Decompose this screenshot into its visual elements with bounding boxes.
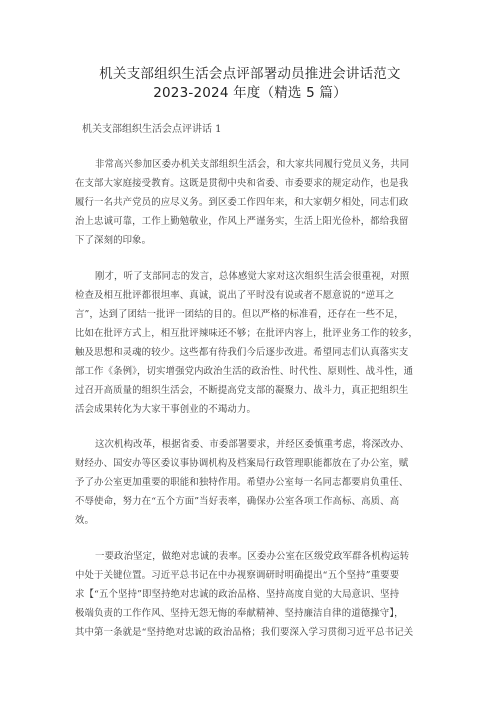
document-title-line-1: 机关支部组织生活会点评部署动员推进会讲话范文	[99, 66, 401, 82]
document-title-line-2: 2023-2024 年度（精选 5 篇）	[153, 85, 347, 101]
paragraph-line: 非常高兴参加区委办机关支部组织生活会，和大家共同履行党员义务，共同	[95, 159, 410, 170]
paragraph-line: 财经办、国安办等区委议事协调机构及档案局行政管理职能都放在了办公室，赋	[75, 458, 409, 469]
paragraph-line: 不辱使命，努力在“五个方面”当好表率，确保办公室各项工作高标、高质、高	[75, 496, 400, 507]
paragraph-line: 效。	[75, 515, 95, 526]
paragraph-line: 极端负责的工作作风、坚持无怨无悔的奉献精神、坚持廉洁自律的道德操守】，	[75, 608, 404, 619]
paragraph-line: 治上忠诚可靠，工作上勤勉敬业，作风上严谨务实，生活上阳光俭朴，都给我留	[75, 216, 409, 227]
paragraph-line: 予了办公室更加重要的职能和独特作用。希望办公室每一名同志都要肩负重任、	[75, 477, 409, 488]
paragraph-line: 其中第一条就是“坚持绝对忠诚的政治品格；我们要深入学习贯彻习近平总书记关	[75, 627, 414, 638]
paragraph-line: 履行一名共产党员的应尽义务。到区委工作四年来，和大家朝夕相处，同志们政	[75, 197, 409, 208]
paragraph-line: 言”，达到了团结一批评一团结的目的。但以严格的标准看，还存在一些不足，	[75, 309, 404, 320]
paragraph-line: 部工作《条例》，切实增强党内政治生活的政治性、时代性、原则性、战斗性，通	[75, 366, 414, 377]
paragraph-line: 过召开高质量的组织生活会，不断提高党支部的凝聚力、战斗力，真正把组织生	[75, 385, 409, 396]
paragraph-line: 检查及相互批评都很坦率、真诚，说出了平时没有说或者不愿意说的“逆耳之	[75, 290, 395, 301]
paragraph-line: 刚才，听了支部同志的发言，总体感觉大家对这次组织生活会很重视，对照	[95, 271, 410, 282]
paragraph-line: 活会成果转化为大家干事创业的不竭动力。	[75, 404, 256, 415]
section-heading: 机关支部组织生活会点评讲话 1	[82, 124, 222, 135]
paragraph-line: 中处于关键位置。习近平总书记在中办视察调研时明确提出“五个坚持”重要要	[75, 570, 400, 581]
paragraph-line: 在支部大家庭接受教育。这既是贯彻中央和省委、市委要求的规定动作，也是我	[75, 178, 409, 189]
paragraph-line: 求【“五个坚持”即坚持绝对忠诚的政治品格、坚持高度自觉的大局意识、坚持	[75, 589, 400, 600]
paragraph-line: 一要政治坚定，做绝对忠诚的表率。区委办公室在区级党政军群各机构运转	[95, 551, 410, 562]
paragraph-line: 这次机构改革，根据省委、市委部署要求，并经区委慎重考虑，将深改办、	[95, 439, 410, 450]
paragraph-line: 触及思想和灵魂的较少。这些都有待我们今后逐步改进。希望同志们认真落实支	[75, 347, 409, 358]
paragraph-line: 比如在批评方式上，相互批评辣味还不够；在批评内容上，批评业务工作的较多，	[75, 328, 418, 339]
paragraph-line: 下了深刻的印象。	[75, 235, 152, 246]
